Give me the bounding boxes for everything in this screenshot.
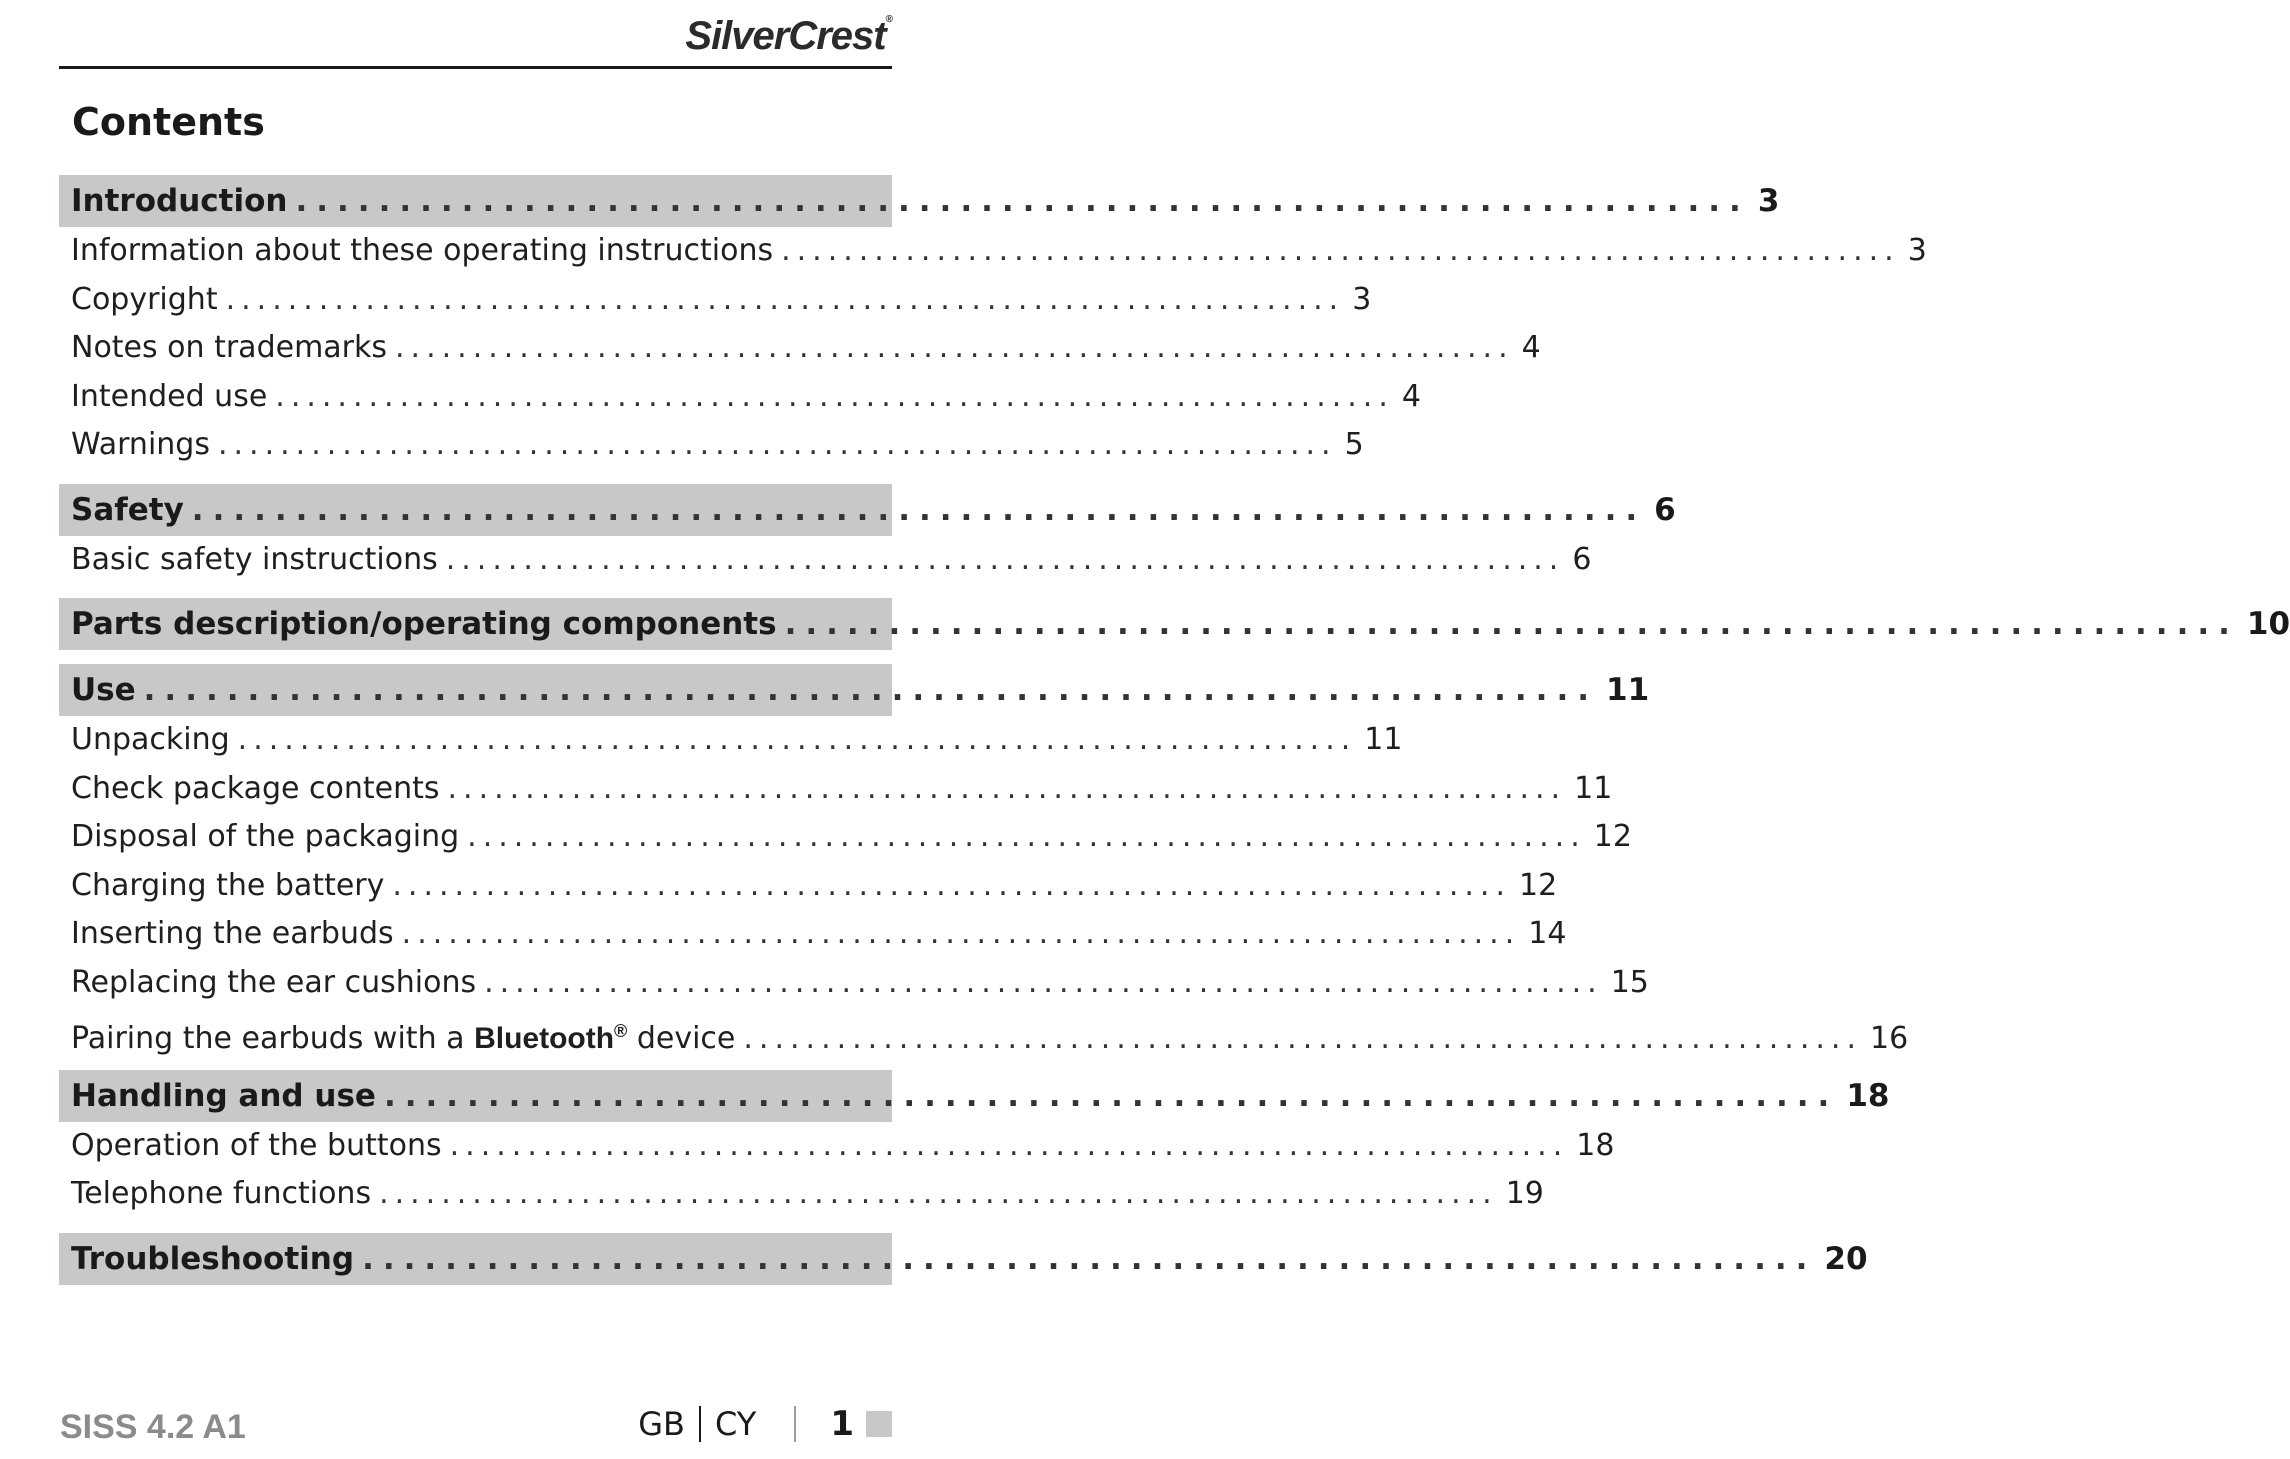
toc-entry[interactable]: Charging the battery ........................................................................ 12 — [71, 867, 1558, 903]
toc-entry[interactable]: Copyright ........................................................................ 3 — [71, 281, 1372, 317]
toc-entry[interactable]: Unpacking ........................................................................ 11 — [71, 722, 1403, 757]
toc-section-introduction — [59, 175, 1927, 470]
toc-heading[interactable]: Introduction ...................................................................... 3 — [59, 175, 892, 227]
model-number: SISS 4.2 A1 — [60, 1408, 246, 1446]
toc-entry[interactable]: Replacing the ear cushions ........................................................................ 15 — [71, 964, 1649, 1000]
toc-entry[interactable]: Operation of the buttons ........................................................................ 18 — [71, 1127, 1615, 1163]
toc-entry[interactable]: Information about these operating instructions ........................................................................ 3 — [71, 233, 1927, 268]
divider — [794, 1406, 796, 1442]
divider — [699, 1406, 701, 1442]
toc-entry[interactable]: Basic safety instructions ........................................................................ 6 — [71, 541, 1592, 577]
toc-section-use — [59, 664, 1909, 1056]
toc-section-troubleshooting — [59, 1233, 1868, 1285]
toc-entry[interactable]: Pairing the earbuds with a Bluetooth® device ........................................................................ 16 — [71, 1021, 1909, 1056]
page-title: Contents — [72, 100, 265, 144]
language-gb: GB — [638, 1405, 685, 1443]
toc-entry[interactable]: Check package contents ........................................................................ 11 — [71, 770, 1613, 806]
toc-heading[interactable]: Use ...................................................................... 11 — [59, 664, 892, 716]
toc-entry[interactable]: Disposal of the packaging ........................................................................ 12 — [71, 819, 1632, 854]
toc-entry[interactable]: Inserting the earbuds ........................................................................ 14 — [71, 916, 1567, 951]
bluetooth-wordmark: Bluetooth® — [474, 1021, 628, 1055]
page-marker-square — [866, 1411, 892, 1437]
toc-heading[interactable]: Parts description/operating components ...................................................................... 10 — [59, 598, 892, 650]
toc-section-handling — [59, 1070, 1890, 1219]
toc-section-parts — [59, 598, 2290, 650]
toc-entry[interactable]: Intended use ........................................................................ 4 — [71, 378, 1421, 414]
toc-section-safety — [59, 484, 1676, 585]
toc-entry[interactable]: Warnings ........................................................................ 5 — [71, 427, 1364, 462]
page-footer — [638, 1404, 892, 1444]
toc-heading[interactable]: Handling and use ...................................................................... 18 — [59, 1070, 892, 1122]
toc-heading[interactable]: Troubleshooting ...................................................................... 20 — [59, 1233, 892, 1285]
language-cy: CY — [715, 1405, 757, 1443]
table-of-contents — [59, 175, 2290, 1299]
toc-entry[interactable]: Notes on trademarks ........................................................................ 4 — [71, 330, 1541, 365]
toc-heading[interactable]: Safety ...................................................................... 6 — [59, 484, 892, 536]
brand-logo: SilverCrest® — [685, 14, 892, 58]
toc-entry[interactable]: Telephone functions ........................................................................ 19 — [71, 1176, 1544, 1211]
page-number: 1 — [830, 1404, 854, 1444]
header-rule — [59, 66, 892, 69]
